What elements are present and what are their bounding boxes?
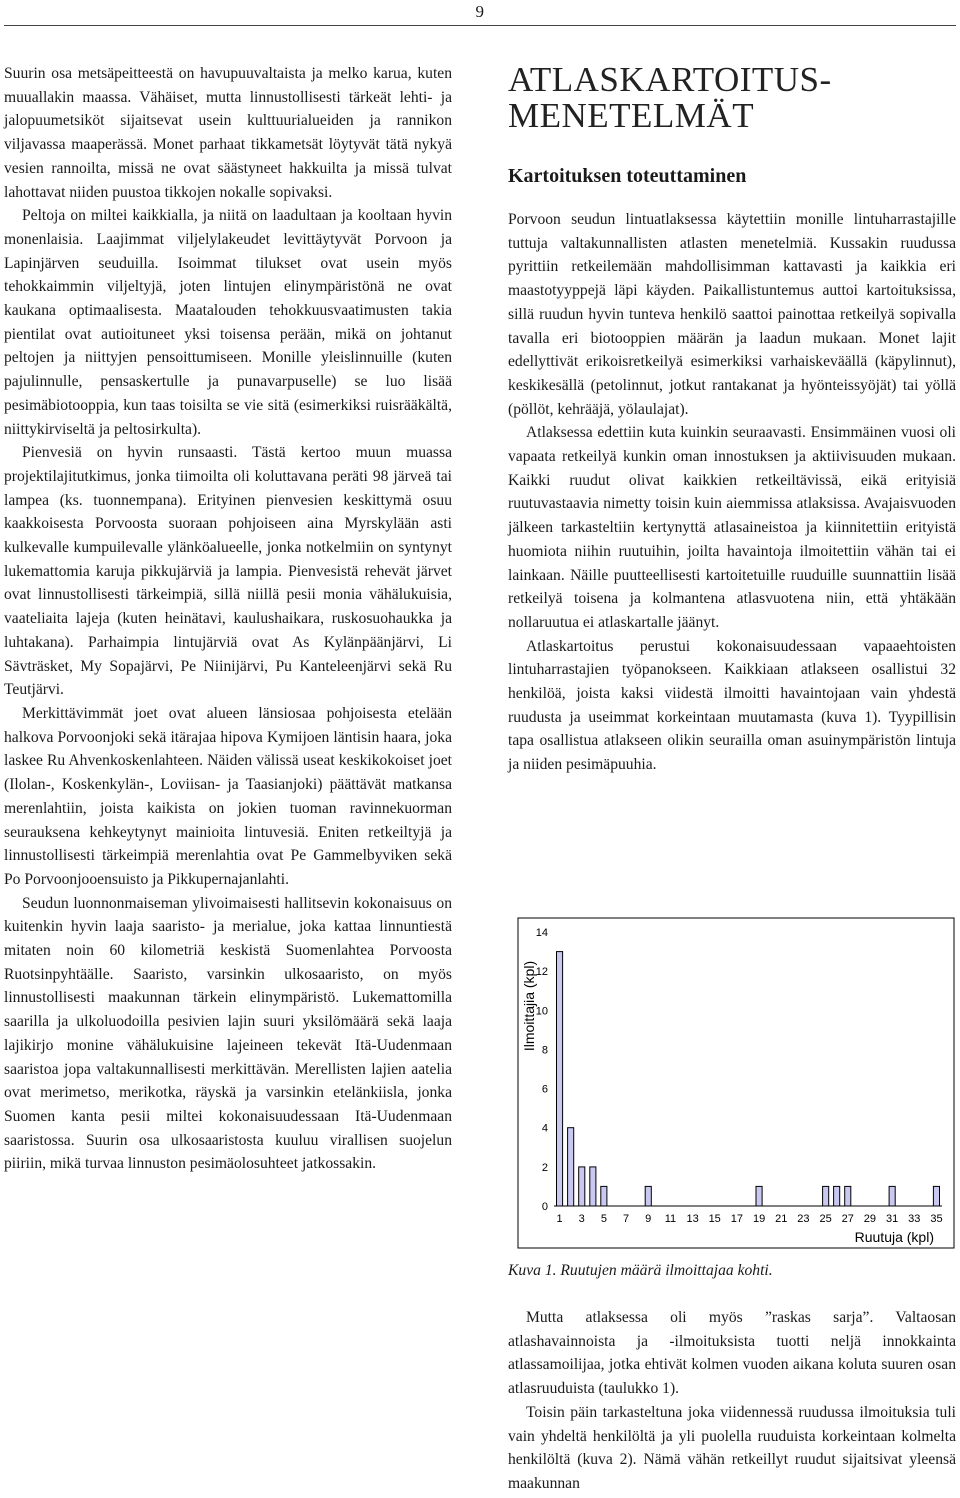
x-tick-label: 13 — [686, 1213, 699, 1225]
bar-3 — [579, 1167, 585, 1206]
y-tick-label: 10 — [535, 1005, 548, 1018]
x-tick-label: 23 — [797, 1213, 810, 1225]
section-title-line2: MENETELMÄT — [508, 96, 755, 135]
y-tick-label: 4 — [541, 1122, 548, 1135]
figure-1-chart — [508, 914, 960, 1250]
x-tick-label: 7 — [623, 1213, 630, 1225]
bar-2 — [568, 1128, 574, 1206]
left-column — [4, 62, 452, 1176]
bar-chart-svg — [508, 914, 960, 1250]
bar-9 — [645, 1186, 651, 1206]
paragraph: Merkittävimmät joet ovat alueen länsiosaa pohjoisesta etelään halkova Porvoonjoki sekä itärajaa hipova Kymijoen läntisin haara, joka laskee Ru Ahvenkoskenlahteen. Näiden välissä useat keskikokoiset joet (Ilolan-, Koskenkylän-, Loviisan- ja Taasianjoki) päättävät matkansa merenlahtiin, joista kaikista on jokien tuoman ravinnekuorman seurauksena kehkeytynyt mainioita lintuvesiä. Eniten retkeiltyjä ja linnustollisesti tärkeimpiä merenlahtia ovat Pe Gammelbyviken sekä Po Porvoonjooensuisto ja Pikkupernajanlahti. — [4, 704, 452, 888]
subsection-title: Kartoituksen toteuttaminen — [508, 165, 747, 187]
section-title-line1: ATLASKARTOITUS- — [508, 60, 832, 99]
x-tick-label: 27 — [841, 1213, 854, 1225]
x-tick-label: 21 — [775, 1213, 788, 1225]
y-axis-label: Ilmoittajia (kpl) — [521, 960, 537, 1052]
paragraph: Toisin päin tarkasteltuna joka viidennessä ruudussa ilmoituksia tuli vain yhdeltä henkilöltä ja yli puolella ruuduista korkeintaan kolmelta henkilöltä (kuva 2). Nämä vähän retkeillyt ruudut sijaitsivat yleensä maakunnan — [508, 1403, 956, 1492]
paragraph: Peltoja on miltei kaikkialla, ja niitä on laadultaan ja kooltaan hyvin monenlaisia. Laajimmat viljelylakeudet levittäytyvät Porvoon ja Lapinjärven seuduilla. Isoimmat tilukset ovat usein myös tehokkaimmin viljeltyjä, joten lintujen elinympäristönä ne ovat kaukana optimaalisesta. Maatalouden tehokkuusvaatimusten takia pientilat ovat autioituneet yksi toisensa perään, mikä on johtanut peltojen ja niittyjen pensoittumiseen. Monille yleislinnuille (kuten pajulinnulle, pensaskertulle ja punavarpuselle) se luo lisää pesimäbiotooppia, kun taas toisilta se vie sitä (esimerkiksi ruisrääkältä, niittykirviseltä ja peltosirkulta). — [4, 207, 452, 438]
figure-caption: Kuva 1. Ruutujen määrä ilmoittajaa kohti. — [508, 1262, 773, 1279]
x-tick-label: 15 — [708, 1213, 721, 1225]
x-tick-label: 1 — [556, 1213, 563, 1225]
x-tick-label: 31 — [885, 1213, 899, 1225]
y-tick-label: 0 — [541, 1201, 548, 1213]
x-tick-label: 11 — [664, 1213, 677, 1225]
header-rule — [4, 25, 956, 26]
bar-27 — [845, 1186, 851, 1206]
paragraph: Suurin osa metsäpeitteestä on havupuuvaltaista ja melko karua, kuten muuallakin maassa. Vähäiset, mutta linnustollisesti tärkeät lehti- ja jalopuumetsiköt sijaitsevat usein kulttuurialueiden ja rannikon viljavassa maaperässä. Monet parhaat tikkametsät löytyvät tätä nykyä vesien rannoilta, missä ne ovat säästyneet hakkuilta ja missä tulvat lahottavat niiden puustoa tikkojen nokalle sopivaksi. — [4, 65, 452, 201]
bar-31 — [889, 1186, 895, 1206]
y-tick-label: 14 — [535, 927, 548, 939]
paragraph: Mutta atlaksessa oli myös ”raskas sarja”. Valtaosan atlashavainnoista ja -ilmoituksista tuotti neljä innokkainta atlassamoilijaa, jotka ehtivät kolmen vuoden aikana koluta suuren osan atlasruuduista (taulukko 1). — [508, 1309, 956, 1398]
x-tick-label: 5 — [600, 1213, 607, 1225]
right-column — [508, 62, 956, 777]
x-tick-label: 9 — [645, 1213, 652, 1225]
y-tick-label: 2 — [541, 1161, 548, 1174]
page-number: 9 — [475, 2, 484, 21]
y-tick-label: 12 — [535, 966, 548, 979]
paragraph: Seudun luonnonmaiseman ylivoimaisesti hallitsevin kokonaisuus on kuitenkin hyvin laaja saaristo- ja merialue, joka kattaa linnuntiestä mitaten noin 60 kilometriä keskistä Suomenlahtea Porvoosta Ruotsinpyhtäälle. Saaristo, varsinkin ulkosaaristo, on myös linnustollisesti maakunnan tärkein elinympäristö. Lukemattomilla saarilla ja ulkoluodoilla pesivien lajin suuri yksilömäärä sekä laaja lajikirjo monine vähälukuisine lajeineen tekevät Itä-Uudenmaan saaristoa jopa valtakunnallisesti merkittävän. Merellisten lajien aatelia ovat merimetso, merikotka, räyskä ja varsinkin etelänkiisla, jonka Suomen kanta pesii miltei kokonaisuudessaan Itä-Uudenmaan saaristossa. Suurin osa ulkosaaristosta kuuluu virallisen suojelun piiriin, mikä turvaa linnuston pesimäolosuhteet jatkossakin. — [4, 894, 452, 1173]
x-tick-label: 19 — [752, 1213, 766, 1225]
bar-5 — [601, 1186, 607, 1206]
x-tick-label: 3 — [578, 1213, 585, 1225]
y-tick-label: 6 — [541, 1083, 548, 1096]
paragraph: Pienvesiä on hyvin runsaasti. Tästä kertoo muun muassa projektilajitutkimus, jonka tiimoilta oli koluttavana peräti 98 järveä tai lampea (ks. tuonnempana). Erityinen pienvesien keskittymä osuu kaakkoisesta Porvoosta suoraan pohjoiseen aina Myrskylään asti kulkevalle kumpuilevalle ylänköalueelle, jonka notkelmiin on syntynyt lukemattomia karuja pikkujärviä ja lampia. Pienvesistä rehevät järvet ovat linnustollisesti tärkeimpiä, sillä niillä pesii monia vähälukuisia, vaateliaita lajeja (kuten heinätavi, kaulushaikara, ruskosuohaukka ja luhtakana). Parhaimpia lintujärviä ovat As Kylänpäänjärvi, Li Sävträsket, My Sopajärvi, Pe Niinijärvi, Pu Kanteleenjärvi sekä Ru Teutjärvi. — [4, 444, 452, 699]
x-tick-label: 17 — [730, 1213, 744, 1225]
bar-25 — [823, 1186, 829, 1206]
x-tick-label: 25 — [819, 1213, 832, 1225]
bar-35 — [933, 1186, 939, 1206]
x-tick-label: 33 — [908, 1213, 921, 1225]
paragraph: Atlaksessa edettiin kuta kuinkin seuraavasti. Ensimmäinen vuosi oli vapaata retkeilyä kunkin oman innostuksen ja aktiivisuuden mukaan. Kaikki ruudut olivat kaikkien retkeiltävissä, eikä erityisiä ruutuvastaavia nimetty toisin kuin aiemmissa atlaksissa. Avajaisvuoden jälkeen tarkasteltiin kertynyttä atlasaineistoa ja kiinnitettiin erityistä huomiota niihin ruutuihin, joilta havaintoja ilmoitettiin vähän tai ei lainkaan. Näille puutteellisesti kartoitetuille ruuduille suunnattiin lisää retkeilyä toisena ja kolmantena atlasvuotena niin, että yhtäkään nollaruutua ei atlaskartalle jäänyt. — [508, 424, 956, 631]
y-tick-label: 8 — [541, 1044, 548, 1057]
x-tick-label: 35 — [930, 1213, 943, 1225]
bar-26 — [834, 1186, 840, 1206]
x-tick-label: 29 — [863, 1213, 877, 1225]
paragraph: Porvoon seudun lintuatlaksessa käytettiin monille lintuharrastajille tuttuja valtakunnallisten atlasten menetelmiä. Kussakin ruudussa pyrittiin retkeilemään mahdollisimman kattavasti ja kaikkia eri maastotyyppejä läpi käyden. Paikallistuntemus auttoi kartoituksissa, sillä ruudun hyvin tunteva henkilö saattoi painottaa retkeilyä sopivalla tavalla eri biotooppien määrän ja laadun mukaan. Monet lajit edellyttivät erikoisretkeilyä esimerkiksi varhaiskeväällä (käpylinnut), keskikesällä (petolinnut, jotkut rantakanat ja hyönteissyöjät) tai yöllä (pöllöt, kehrääjä, yölaulajat). — [508, 211, 956, 418]
section-title — [508, 62, 956, 134]
right-column-bottom — [508, 1306, 956, 1496]
bar-19 — [756, 1186, 762, 1206]
paragraph: Atlaskartoitus perustui kokonaisuudessaan vapaaehtoisten lintuharrastajien työpanokseen. Kaikkiaan atlakseen osallistui 32 henkilöä, joista kaksi viidestä ilmoitti havaintojaan vain yhdestä ruudusta ja useimmat korkeintaan muutamasta (kuva 1). Tyypillisin tapa osallistua atlakseen olikin seurailla oman asuinympäristön lintuja ja niiden pesimäpuuhia. — [508, 637, 956, 774]
x-axis-label: Ruutuja (kpl) — [854, 1229, 934, 1245]
bar-4 — [590, 1167, 596, 1206]
bar-1 — [557, 952, 563, 1206]
